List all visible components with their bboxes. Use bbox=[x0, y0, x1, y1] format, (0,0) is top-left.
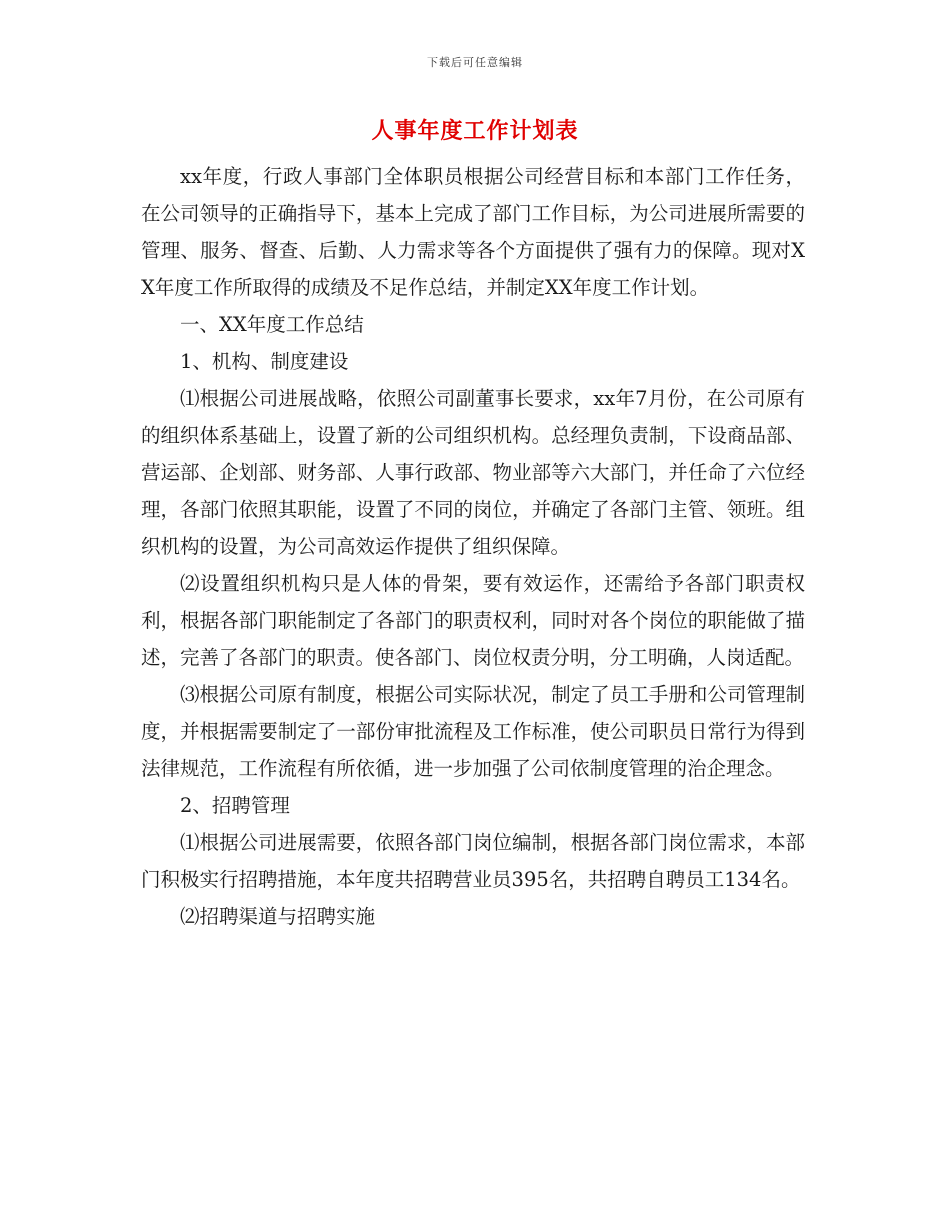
document-body bbox=[141, 158, 805, 935]
paragraph-item-2: ⑵设置组织机构只是人体的骨架，要有效运作，还需给予各部门职责权利，根据各部门职能制定了各部门的职责权利，同时对各个岗位的职能做了描述，完善了各部门的职责。使各部门、岗位权责分明，分工明确，人岗适配。 bbox=[141, 572, 805, 669]
paragraph-item-3: ⑶根据公司原有制度，根据公司实际状况，制定了员工手册和公司管理制度，并根据需要制定了一部份审批流程及工作标准，使公司职员日常行为得到法律规范，工作流程有所依循，进一步加强了公司依制度管理的治企理念。 bbox=[141, 683, 805, 780]
page-header-note: 下载后可任意编辑 bbox=[427, 56, 523, 69]
document-title: 人事年度工作计划表 bbox=[371, 118, 579, 144]
paragraph-recruit-2: ⑵招聘渠道与招聘实施 bbox=[180, 905, 376, 928]
paragraph-recruit-1: ⑴根据公司进展需要，依照各部门岗位编制，根据各部门岗位需求，本部门积极实行招聘措施，本年度共招聘营业员395名，共招聘自聘员工134名。 bbox=[141, 831, 805, 891]
heading-section-1: 一、XX年度工作总结 bbox=[180, 313, 364, 336]
paragraph-item-1: ⑴根据公司进展战略，依照公司副董事长要求，xx年7月份，在公司原有的组织体系基础上，设置了新的公司组织机构。总经理负责制，下设商品部、营运部、企划部、财务部、人事行政部、物业部等六大部门，并任命了六位经理，各部门依照其职能，设置了不同的岗位，并确定了各部门主管、领班。组织机构的设置，为公司高效运作提供了组织保障。 bbox=[141, 387, 805, 558]
paragraph-intro: xx年度，行政人事部门全体职员根据公司经营目标和本部门工作任务，在公司领导的正确指导下，基本上完成了部门工作目标，为公司进展所需要的管理、服务、督查、后勤、人力需求等各个方面提供了强有力的保障。现对XX年度工作所取得的成绩及不足作总结，并制定XX年度工作计划。 bbox=[141, 165, 805, 299]
heading-subsection-2: 2、招聘管理 bbox=[180, 794, 290, 817]
heading-subsection-1: 1、机构、制度建设 bbox=[180, 350, 349, 373]
